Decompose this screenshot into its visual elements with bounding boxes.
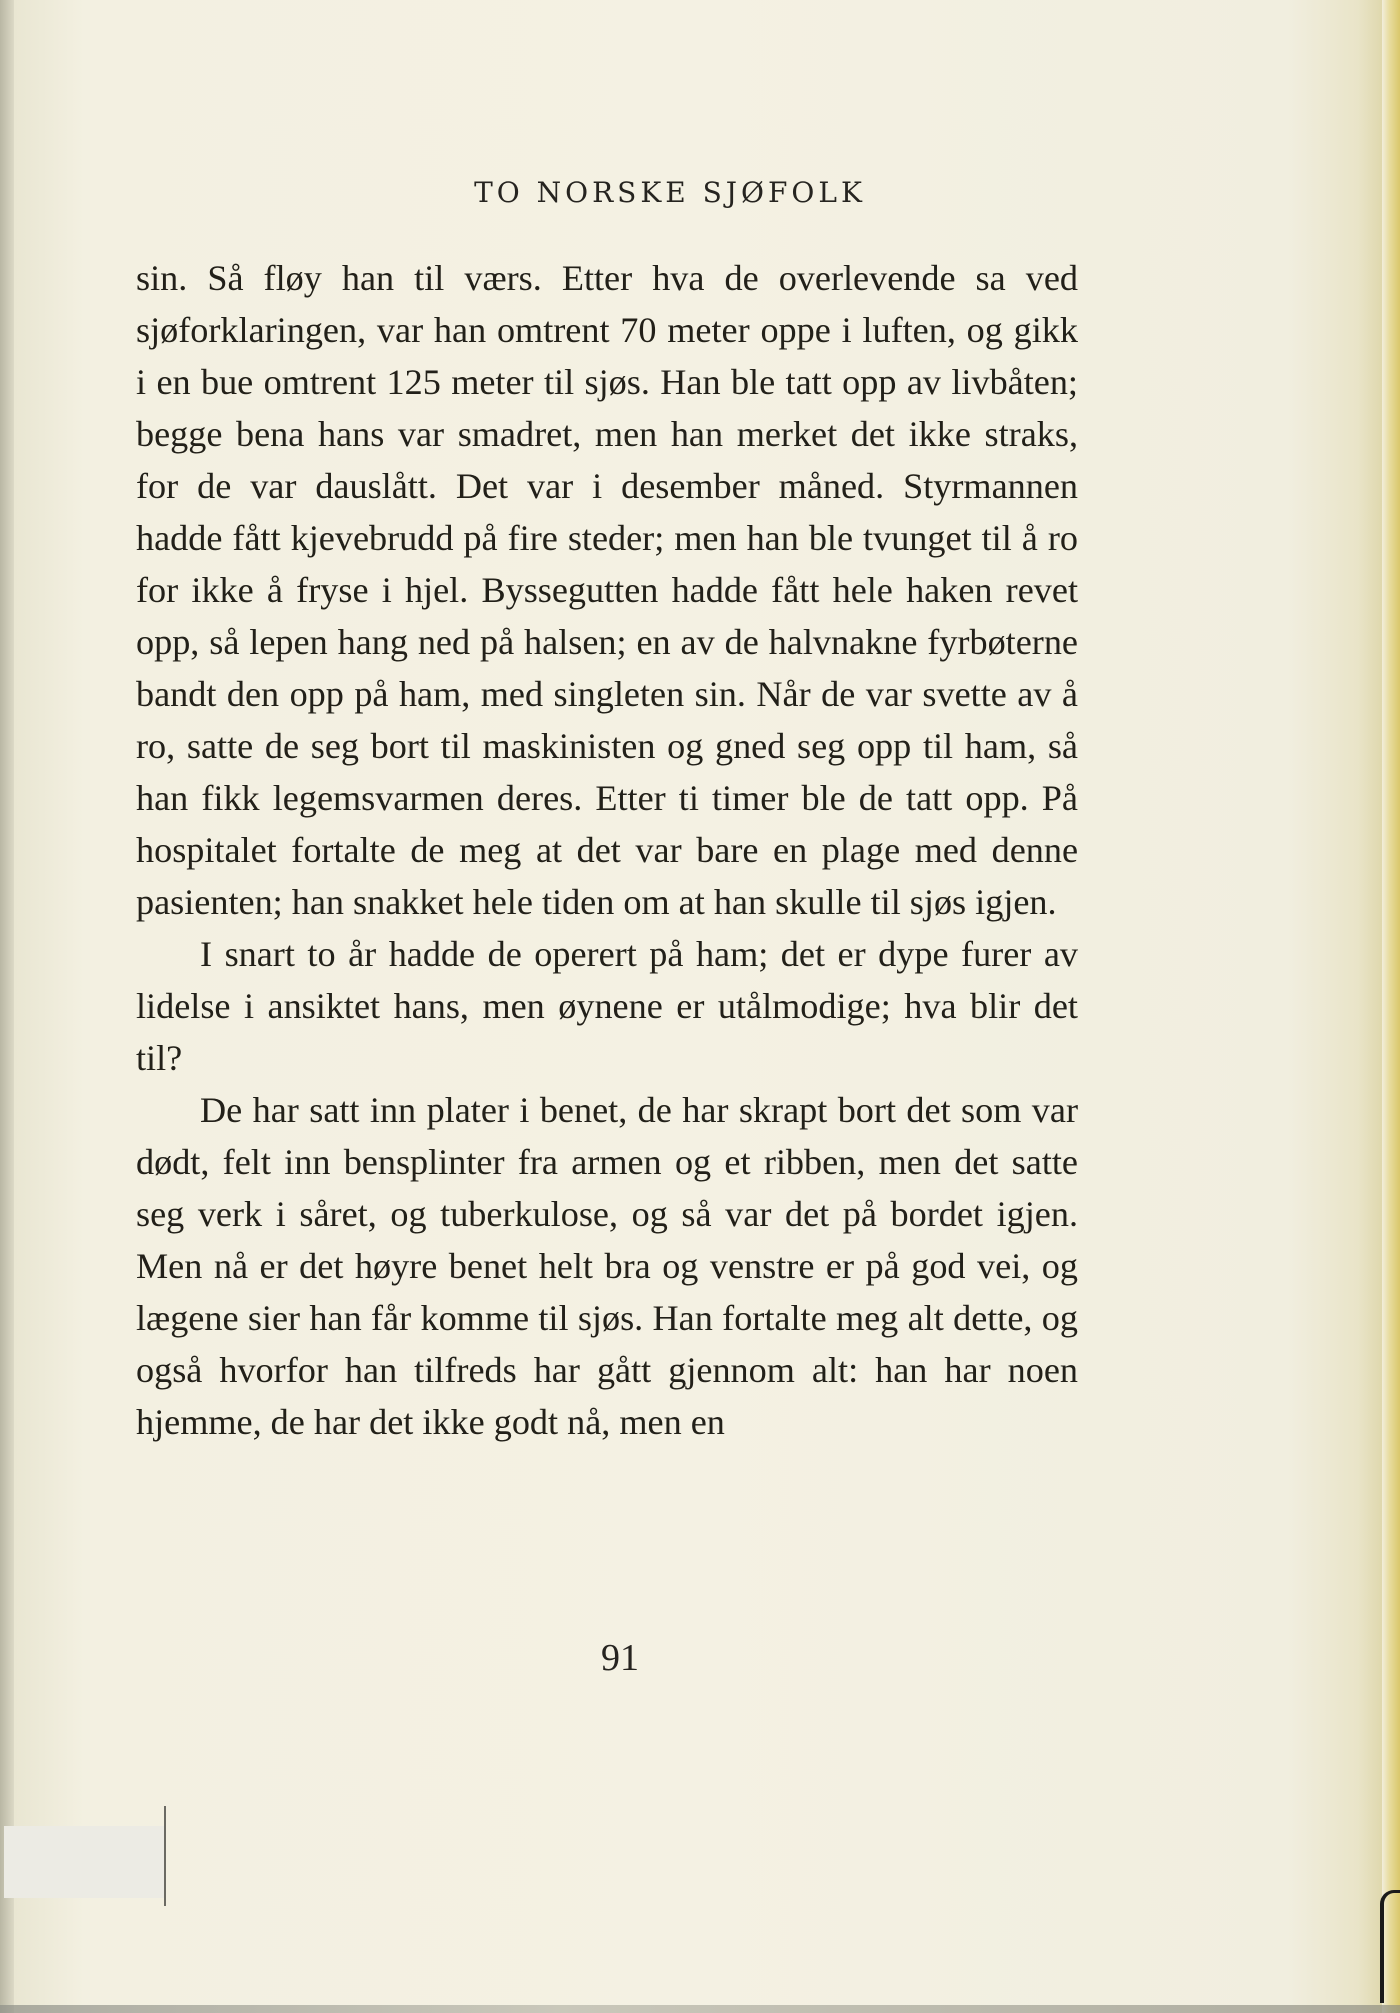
body-text [136,252,1078,1448]
scan-edge-tab [4,1826,166,1898]
running-head: TO NORSKE SJØFOLK [474,176,866,209]
page-right-edge [1382,0,1400,2013]
page-corner-mark [1380,1890,1400,2003]
page-gutter-shadow [0,0,14,2013]
paragraph: sin. Så fløy han til værs. Etter hva de overlevende sa ved sjøforklaringen, var han omtrent 70 meter oppe i luften, og gikk i en bue omtrent 125 meter til sjøs. Han ble tatt opp av livbåten; begge bena hans var smadret, men han merket det ikke straks, for de var dauslått. Det var i desember måned. Styrmannen hadde fått kjevebrudd på fire steder; men han ble tvunget til å ro for ikke å fryse i hjel. Byssegutten hadde fått hele haken revet opp, så lepen hang ned på halsen; en av de halvnakne fyrbøterne bandt den opp på ham, med singleten sin. Når de var svette av å ro, satte de seg bort til maskinisten og gned seg opp til ham, så han fikk legemsvarmen deres. Etter ti timer ble de tatt opp. På hospitalet fortalte de meg at det var bare en plage med denne pasienten; han snakket hele tiden om at han skulle til sjøs igjen. [136,258,1078,922]
paragraph: I snart to år hadde de operert på ham; det er dype furer av lidelse i ansiktet hans, men øynene er utålmodige; hva blir det til? [136,934,1078,1078]
paragraph: De har satt inn plater i benet, de har skrapt bort det som var dødt, felt inn bensplinter fra armen og et ribben, men det satte seg verk i såret, og tuberkulose, og så var det på bordet igjen. Men nå er det høyre benet helt bra og venstre er på god vei, og lægene sier han får komme til sjøs. Han fortalte meg alt dette, og også hvorfor han tilfreds har gått gjennom alt: han har noen hjemme, de har det ikke godt nå, men en [136,1090,1078,1442]
page-number: 91 [601,1637,639,1679]
page-bottom-edge [0,2005,1400,2013]
scan-edge-line [164,1806,166,1906]
